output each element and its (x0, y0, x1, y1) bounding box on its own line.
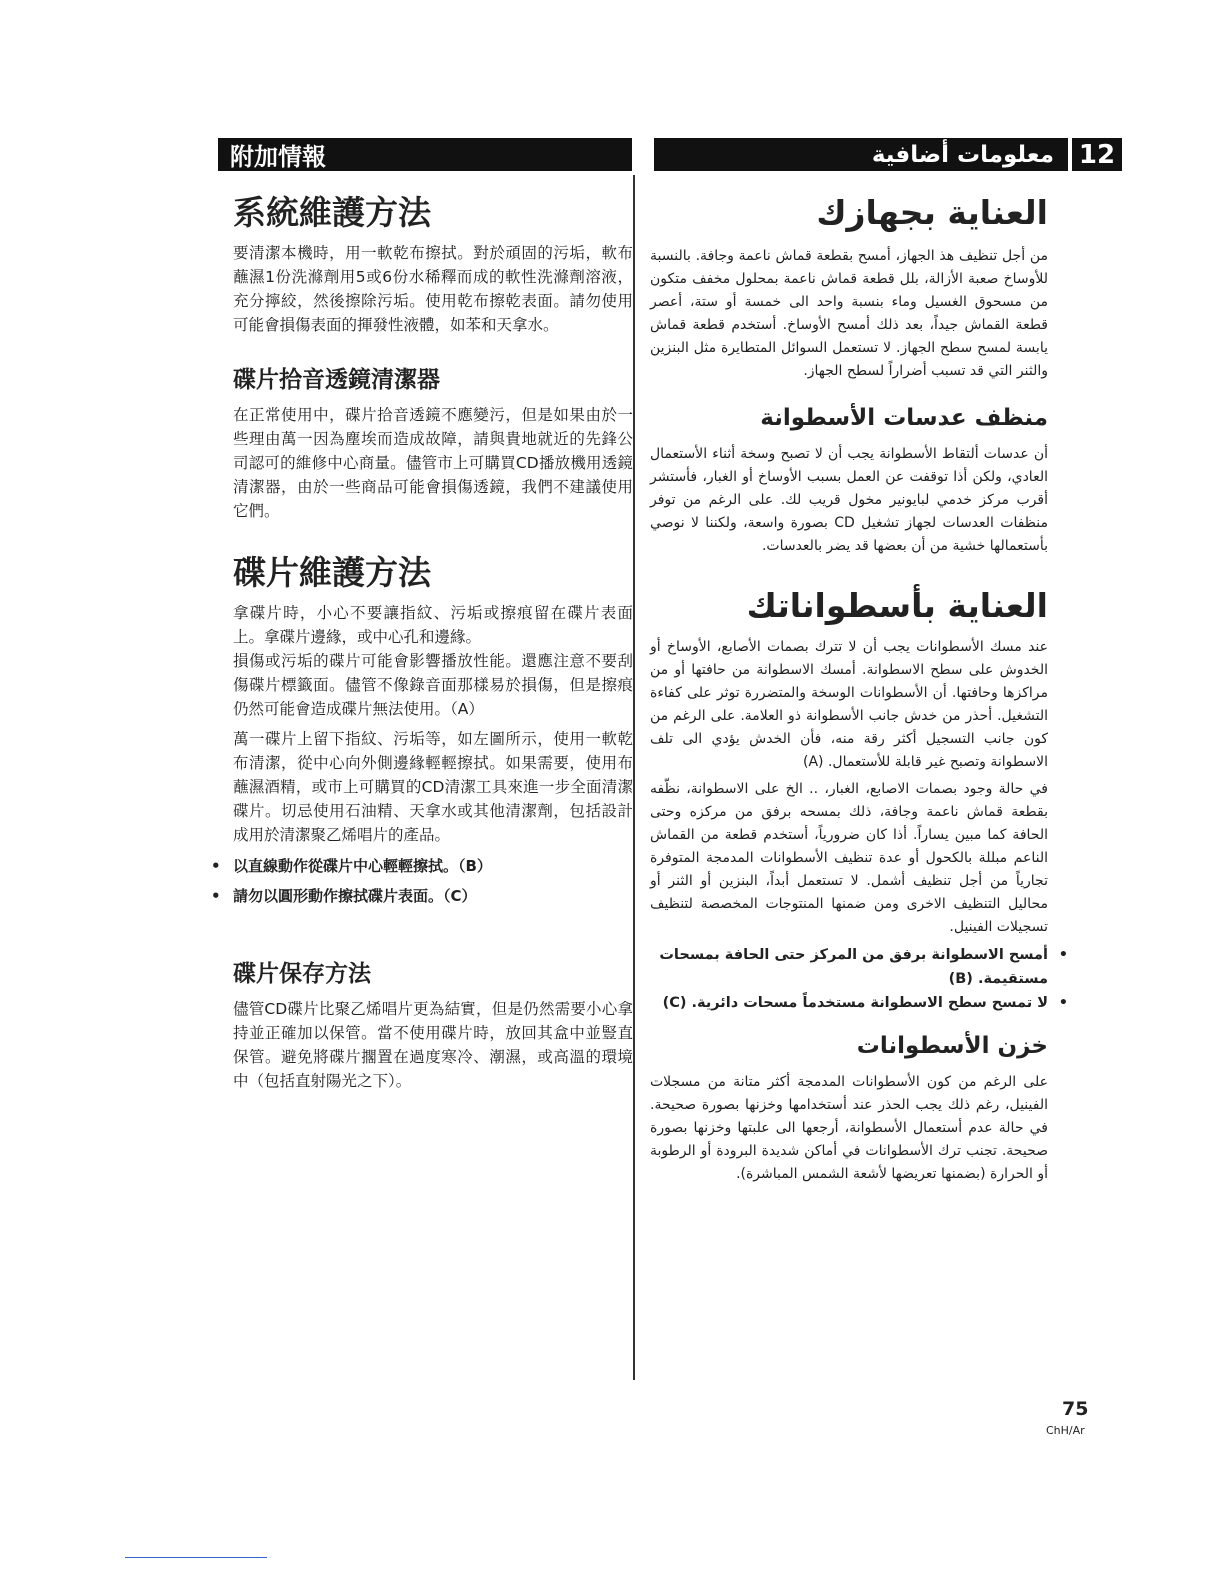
arabic-bullet-no-circular: • لا تمسح سطح الاسطوانة مستخدماً مسحات دائرية. (C) (650, 991, 1048, 1015)
paragraph-lens-cleaner: 在正常使用中，碟片拾音透鏡不應變污，但是如果由於一些理由萬一因為塵埃而造成故障，請與貴地就近的先鋒公司認可的維修中心商量。儘管市上可購買CD播放機用透鏡清潔器，由於一些商品可能會損傷透鏡，我們不建議使用它們。 (233, 406, 633, 520)
section-title-system-care: 系統維護方法 (233, 193, 431, 232)
chinese-column (233, 185, 633, 1093)
paragraph-system-care: 要清潔本機時，用一軟乾布擦拭。對於頑固的污垢，軟布蘸濕1份洗滌劑用5或6份水稀釋而成的軟性洗滌劑溶液，充分擰絞，然後擦除污垢。使用乾布擦乾表面。請勿使用可能會損傷表面的揮發性液體，如苯和天拿水。 (233, 244, 633, 334)
arabic-bullet-wipe-straight: • أمسح الاسطوانة برفق من المركز حتى الحافة بمسحات مستقيمة. (B) (650, 943, 1048, 991)
arabic-paragraph-disc-storage: على الرغم من كون الأسطوانات المدمجة أكثر متانة من مسجلات الفينيل، رغم ذلك يجب الحذر عند أستخدامها وخزنها بصورة صحيحة. في حالة عدم أستعمال الأسطوانة، أرجعها الى علبتها وخزنها بصورة صحيحة. تجنب ترك الأسطوانات في أماكن شديدة البرودة أو الرطوبة أو الحرارة (بضمنها تعريضها لأشعة الشمس المباشرة). (650, 1074, 1048, 1182)
paragraph-disc-care-1: 拿碟片時，小心不要讓指紋、污垢或擦痕留在碟片表面上。拿碟片邊緣，或中心孔和邊緣。 (233, 604, 633, 646)
arabic-paragraph-disc-care-2: في حالة وجود بصمات الاصابع، الغبار، .. الخ على الاسطوانة، نظّفه بقطعة قماش ناعمة وجافة، ذلك بمسحه برفق من مركزه وحتى الحافة كما مبين يساراً. أذا كان ضرورياً، أستخدم قطعة من القماش الناعم مبللة بالكحول أو عدة تنظيف الأسطوانات المدمجة المتوفرة تجارياً من أجل تنظيف أشمل. لا تستعمل أبداً، البنزين أو الثنر أو محاليل التنظيف الاخرى ومن ضمنها المنتوجات المخصصة لتنظيف تسجيلات الفينيل. (650, 781, 1048, 935)
chapter-number-badge: 12 (1072, 138, 1122, 171)
section-title-lens-cleaner: 碟片拾音透鏡清潔器 (233, 367, 440, 393)
footer-rule (125, 1557, 267, 1558)
bullet-no-circular: • 請勿以圓形動作擦拭碟片表面。（C） (233, 881, 633, 911)
section-title-disc-storage: 碟片保存方法 (233, 961, 371, 987)
section-title-disc-care: 碟片維護方法 (233, 553, 431, 592)
paragraph-disc-storage: 儘管CD碟片比聚乙烯唱片更為結實，但是仍然需要小心拿持並正確加以保管。當不使用碟片時，放回其盒中並豎直保管。避免將碟片擱置在過度寒冷、潮濕，或高溫的環境中（包括直射陽光之下）。 (233, 1000, 633, 1090)
arabic-paragraph-lens-cleaner: أن عدسات ألتقاط الأسطوانة يجب أن لا تصبح وسخة أثناء الأستعمال العادي، ولكن أذا توقفت عن العمل بسبب الأوساخ أو الغبار، فأستشر أقرب مركز خدمي لبايونير مخول قريب لك. على الرغم من توفر منظفات العدسات لجهاز تشغيل CD بصورة واسعة، ولكننا لا نوصي بأستعمالها خشية من أن بعضها قد يضر بالعدسات. (650, 446, 1048, 554)
arabic-section-title-device-care: العناية بجهازك (816, 193, 1048, 232)
header-right-title: معلومات أضافية (871, 141, 1054, 168)
arabic-column (650, 185, 1048, 1186)
paragraph-disc-care-2: 損傷或污垢的碟片可能會影響播放性能。還應注意不要刮傷碟片標籤面。儘管不像錄音面那樣易於損傷，但是擦痕仍然可能會造成碟片無法使用。（A） (233, 652, 633, 718)
arabic-paragraph-disc-care-1: عند مسك الأسطوانات يجب أن لا تترك بصمات الأصابع، الأوساخ أو الخدوش على سطح الاسطوانة. أمسك الاسطوانة من حافتها أو من مراكزها وحافتها. أن الأسطوانات الوسخة والمتضررة توثر على كفاءة التشغيل. أحذر من خدش جانب الأسطوانة ذو العلامة. على الرغم من كون جانب التسجيل أكثر رقة منه، فأن الخدش يؤدي الى تلف الاسطوانة وتصبح غير قابلة للأستعمال. (A) (650, 639, 1048, 770)
arabic-section-title-disc-storage: خزن الأسطوانات (856, 1033, 1048, 1059)
paragraph-disc-care-3: 萬一碟片上留下指紋、污垢等，如左圖所示，使用一軟乾布清潔，從中心向外側邊緣輕輕擦拭。如果需要，使用布蘸濕酒精，或市上可購買的CD清潔工具來進一步全面清潔碟片。切忌使用石油精、天拿水或其他清潔劑，包括設計成用於清潔聚乙烯唱片的產品。 (233, 730, 633, 844)
arabic-section-title-disc-care: العناية بأسطواناتك (746, 586, 1048, 625)
header-left-title: 附加情報 (230, 143, 326, 171)
page-number: 75 (1062, 1398, 1089, 1420)
arabic-disc-care-bullets (650, 943, 1048, 1015)
language-code: ChH/Ar (1046, 1424, 1085, 1437)
arabic-paragraph-device-care: من أجل تنظيف هذ الجهاز، أمسح بقطعة قماش ناعمة وجافة. بالنسبة للأوساخ صعبة الأزالة، بلل قطعة قماش ناعمة بمحلول مخفف متكون من مسحوق الغسيل وماء بنسبة واحد الى خمسة أو ستة، أعصر قطعة القماش جيداً، بعد ذلك أمسح الأوساخ. أستخدم قطعة قماش يابسة لمسح سطح الجهاز. لا تستعمل السوائل المتطايرة مثل البنزين والثنر التي قد تسبب أضراراً لسطح الجهاز. (650, 248, 1048, 379)
disc-care-bullets (233, 851, 633, 911)
column-divider (633, 175, 635, 1380)
header-right-bar (654, 138, 1068, 171)
arabic-section-title-lens-cleaner: منظف عدسات الأسطوانة (760, 405, 1048, 431)
header-left-bar (218, 138, 632, 171)
bullet-wipe-straight: • 以直線動作從碟片中心輕輕擦拭。（B） (233, 851, 633, 881)
